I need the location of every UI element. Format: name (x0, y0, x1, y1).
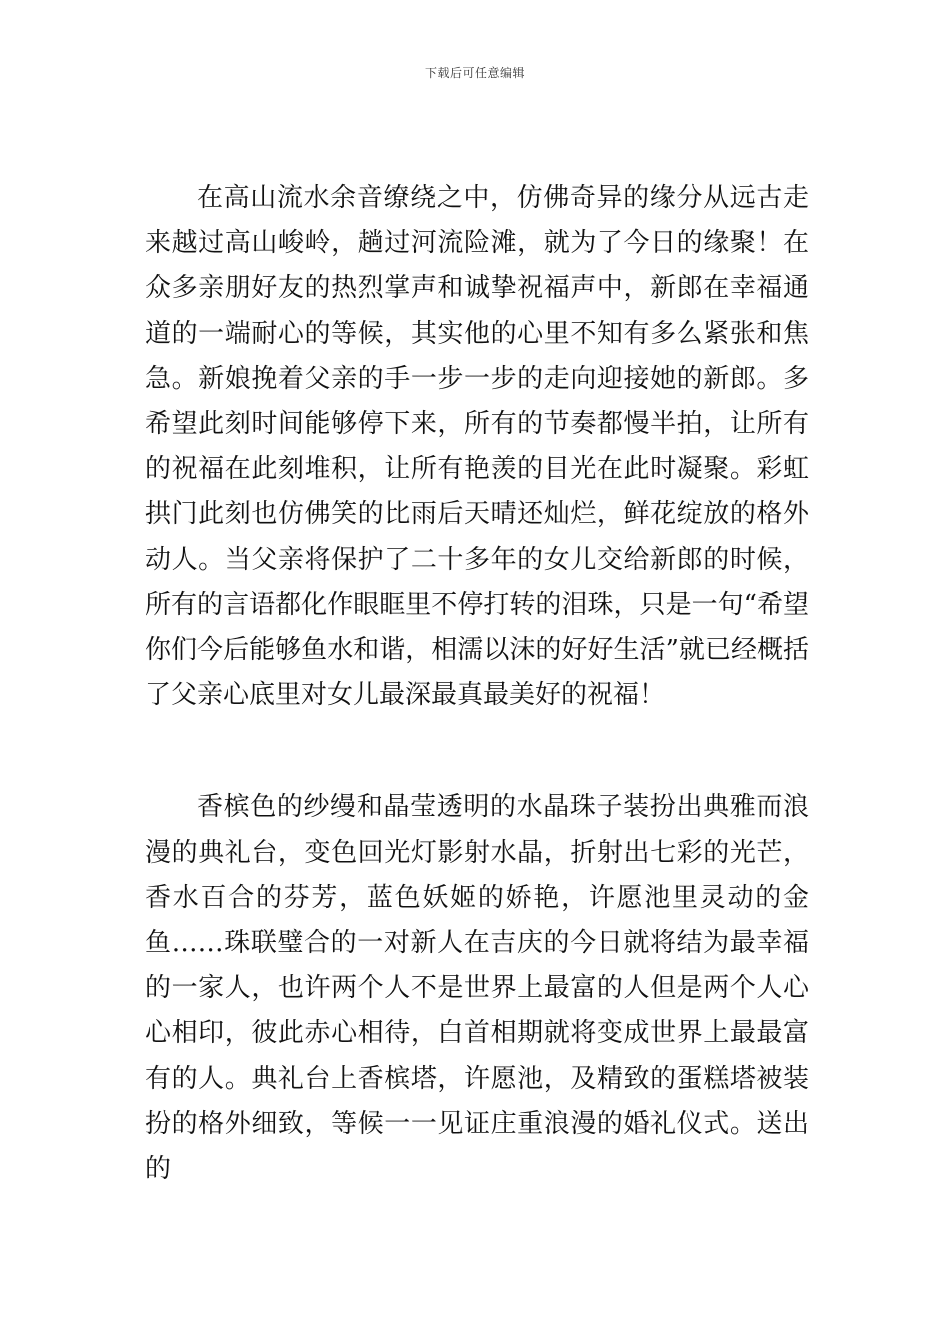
paragraph-1: 在高山流水余音缭绕之中，仿佛奇异的缘分从远古走来越过高山峻岭，趟过河流险滩，就为了今日的缘聚！在众多亲朋好友的热烈掌声和诚挚祝福声中，新郎在幸福通道的一端耐心的等候，其实他的心里不知有多么紧张和焦急。新娘挽着父亲的手一步一步的走向迎接她的新郎。多希望此刻时间能够停下来，所有的节奏都慢半拍，让所有的祝福在此刻堆积，让所有艳羡的目光在此时凝聚。彩虹拱门此刻也仿佛笑的比雨后天晴还灿烂，鲜花绽放的格外动人。当父亲将保护了二十多年的女儿交给新郎的时候，所有的言语都化作眼眶里不停打转的泪珠，只是一句“希望你们今后能够鱼水和谐，相濡以沫的好好生活”就已经概括了父亲心底里对女儿最深最真最美好的祝福！ (145, 183, 809, 711)
page-header: 下载后可任意编辑 (424, 66, 525, 80)
document-body (145, 176, 809, 1192)
paragraph-2: 香槟色的纱缦和晶莹透明的水晶珠子装扮出典雅而浪漫的典礼台，变色回光灯影射水晶，折射出七彩的光芒，香水百合的芬芳，蓝色妖姬的娇艳，许愿池里灵动的金鱼……珠联璧合的一对新人在吉庆的今日就将结为最幸福的一家人，也许两个人不是世界上最富的人但是两个人心心相印，彼此赤心相待，白首相期就将变成世界上最最富有的人。典礼台上香槟塔，许愿池，及精致的蛋糕塔被装扮的格外细致，等候一一见证庄重浪漫的婚礼仪式。送出的 (145, 792, 809, 1185)
